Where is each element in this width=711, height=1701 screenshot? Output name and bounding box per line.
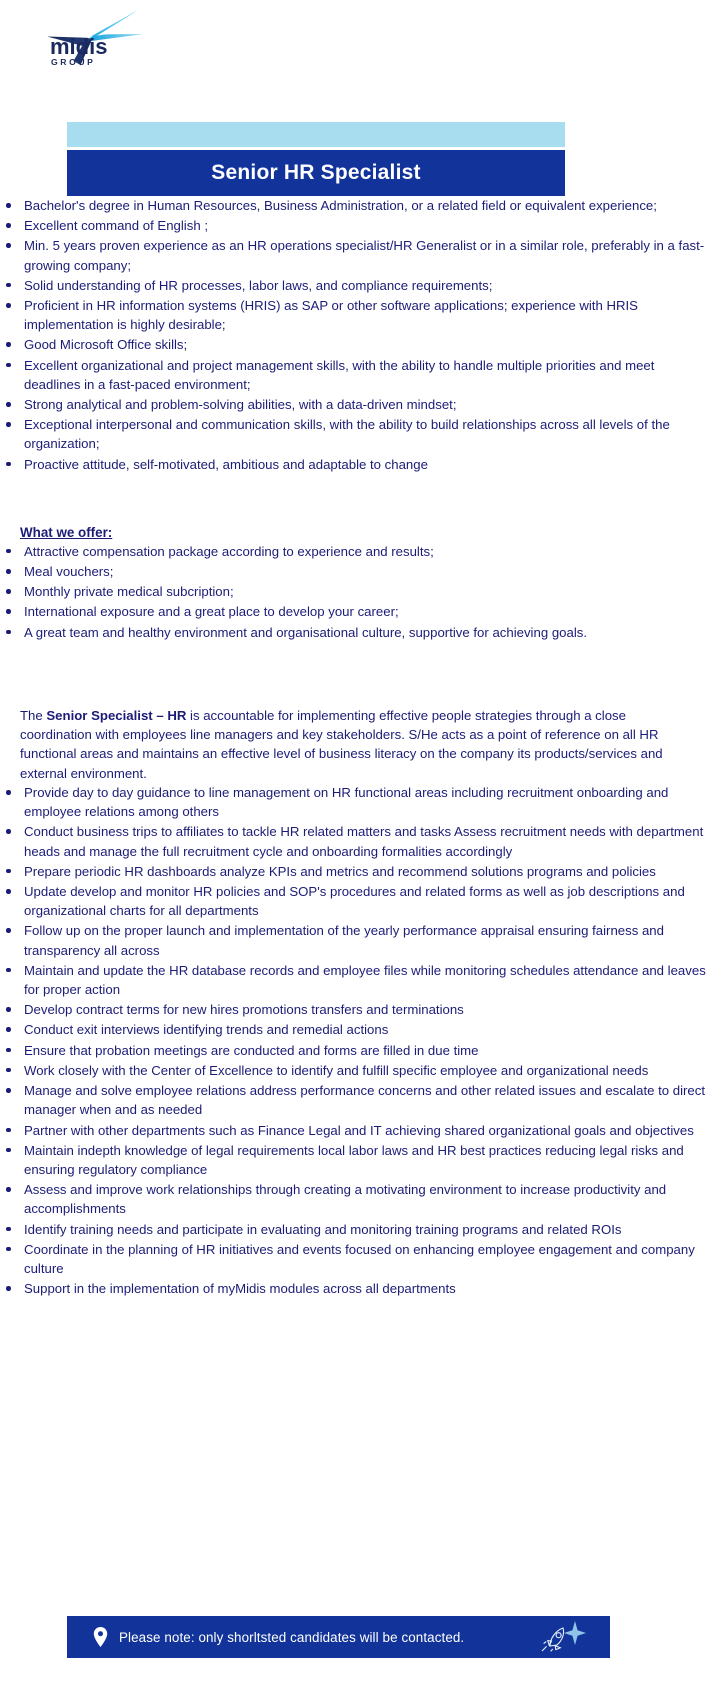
what-we-offer-label: What we offer: — [20, 524, 113, 540]
title-accent-bar — [67, 122, 565, 147]
list-item: Coordinate in the planning of HR initiatives and events focused on enhancing employee engagement and company culture — [0, 1240, 711, 1278]
page-title: Senior HR Specialist — [211, 161, 421, 184]
logo-sub-wordmark: GROUP — [51, 57, 96, 67]
list-item: A great team and healthy environment and organisational culture, supportive for achieving goals. — [0, 623, 711, 642]
list-item: Bachelor's degree in Human Resources, Business Administration, or a related field or equivalent experience; — [0, 196, 711, 215]
shortlist-note-banner — [67, 1616, 610, 1658]
list-item: Maintain indepth knowledge of legal requirements local labor laws and HR best practices reducing legal risks and ensuring regulatory compliance — [0, 1141, 711, 1179]
list-item: Partner with other departments such as Finance Legal and IT achieving shared organizational goals and objectives — [0, 1121, 711, 1140]
list-item: Develop contract terms for new hires promotions transfers and terminations — [0, 1000, 711, 1019]
list-item: International exposure and a great place to develop your career; — [0, 602, 711, 621]
requirements-list — [0, 196, 711, 474]
list-item: Strong analytical and problem-solving abilities, with a data-driven mindset; — [0, 395, 711, 414]
midis-group-logo-icon — [48, 8, 248, 120]
list-item: Monthly private medical subcription; — [0, 582, 711, 601]
what-we-offer-heading — [0, 524, 711, 542]
list-item: Provide day to day guidance to line management on HR functional areas including recruitment onboarding and employee relations among others — [0, 783, 711, 821]
list-item: Solid understanding of HR processes, labor laws, and compliance requirements; — [0, 276, 711, 295]
list-item: Min. 5 years proven experience as an HR operations specialist/HR Generalist or in a similar role, preferably in a fast-growing company; — [0, 236, 711, 274]
list-item: Prepare periodic HR dashboards analyze KPIs and metrics and recommend solutions programs and policies — [0, 862, 711, 881]
intro-lead: The — [20, 707, 47, 723]
list-item: Proactive attitude, self-motivated, ambitious and adaptable to change — [0, 455, 711, 474]
list-item: Maintain and update the HR database records and employee files while monitoring schedules attendance and leaves for proper action — [0, 961, 711, 999]
offer-list — [0, 542, 711, 642]
job-title-banner — [67, 150, 565, 196]
location-pin-icon — [93, 1627, 108, 1647]
list-item: Assess and improve work relationships through creating a motivating environment to increase productivity and accomplishments — [0, 1180, 711, 1218]
role-name: Senior Specialist – HR — [46, 707, 187, 723]
role-summary-paragraph — [0, 706, 711, 783]
rocket-sparkle-icon — [528, 1619, 590, 1655]
list-item: Excellent command of English ; — [0, 216, 711, 235]
list-item: Meal vouchers; — [0, 562, 711, 581]
list-item: Exceptional interpersonal and communication skills, with the ability to build relationships across all levels of the organization; — [0, 415, 711, 453]
list-item: Ensure that probation meetings are conducted and forms are filled in due time — [0, 1041, 711, 1060]
list-item: Identify training needs and participate in evaluating and monitoring training programs and related ROIs — [0, 1220, 711, 1239]
company-logo — [48, 8, 248, 120]
list-item: Follow up on the proper launch and implementation of the yearly performance appraisal ensuring fairness and transparency all across — [0, 921, 711, 959]
list-item: Manage and solve employee relations address performance concerns and other related issues and escalate to direct manager when and as needed — [0, 1081, 711, 1119]
list-item: Attractive compensation package according to experience and results; — [0, 542, 711, 561]
list-item: Support in the implementation of myMidis modules across all departments — [0, 1279, 711, 1298]
list-item: Conduct business trips to affiliates to tackle HR related matters and tasks Assess recruitment needs with department heads and manage the full recruitment cycle and onboarding formalities accordingly — [0, 822, 711, 860]
list-item: Conduct exit interviews identifying trends and remedial actions — [0, 1020, 711, 1039]
list-item: Proficient in HR information systems (HRIS) as SAP or other software applications; experience with HRIS implementation is highly desirable; — [0, 296, 711, 334]
responsibilities-list — [0, 783, 711, 1298]
job-description-body — [0, 196, 711, 1299]
list-item: Good Microsoft Office skills; — [0, 335, 711, 354]
list-item: Work closely with the Center of Excellence to identify and fulfill specific employee and organizational needs — [0, 1061, 711, 1080]
logo-wordmark: midis — [50, 34, 108, 59]
shortlist-note-text: Please note: only shorltsted candidates will be contacted. — [119, 1629, 465, 1645]
list-item: Update develop and monitor HR policies and SOP's procedures and related forms as well as job descriptions and organizational charts for all departments — [0, 882, 711, 920]
intro-body: is accountable for implementing effective people strategies through a close coordination with employees line managers and key stakeholders. S/He acts as a point of reference on all HR functional areas and maintains an effective level of business literacy on the company its products/services and external environment. — [20, 707, 663, 781]
list-item: Excellent organizational and project management skills, with the ability to handle multiple priorities and meet deadlines in a fast-paced environment; — [0, 356, 711, 394]
